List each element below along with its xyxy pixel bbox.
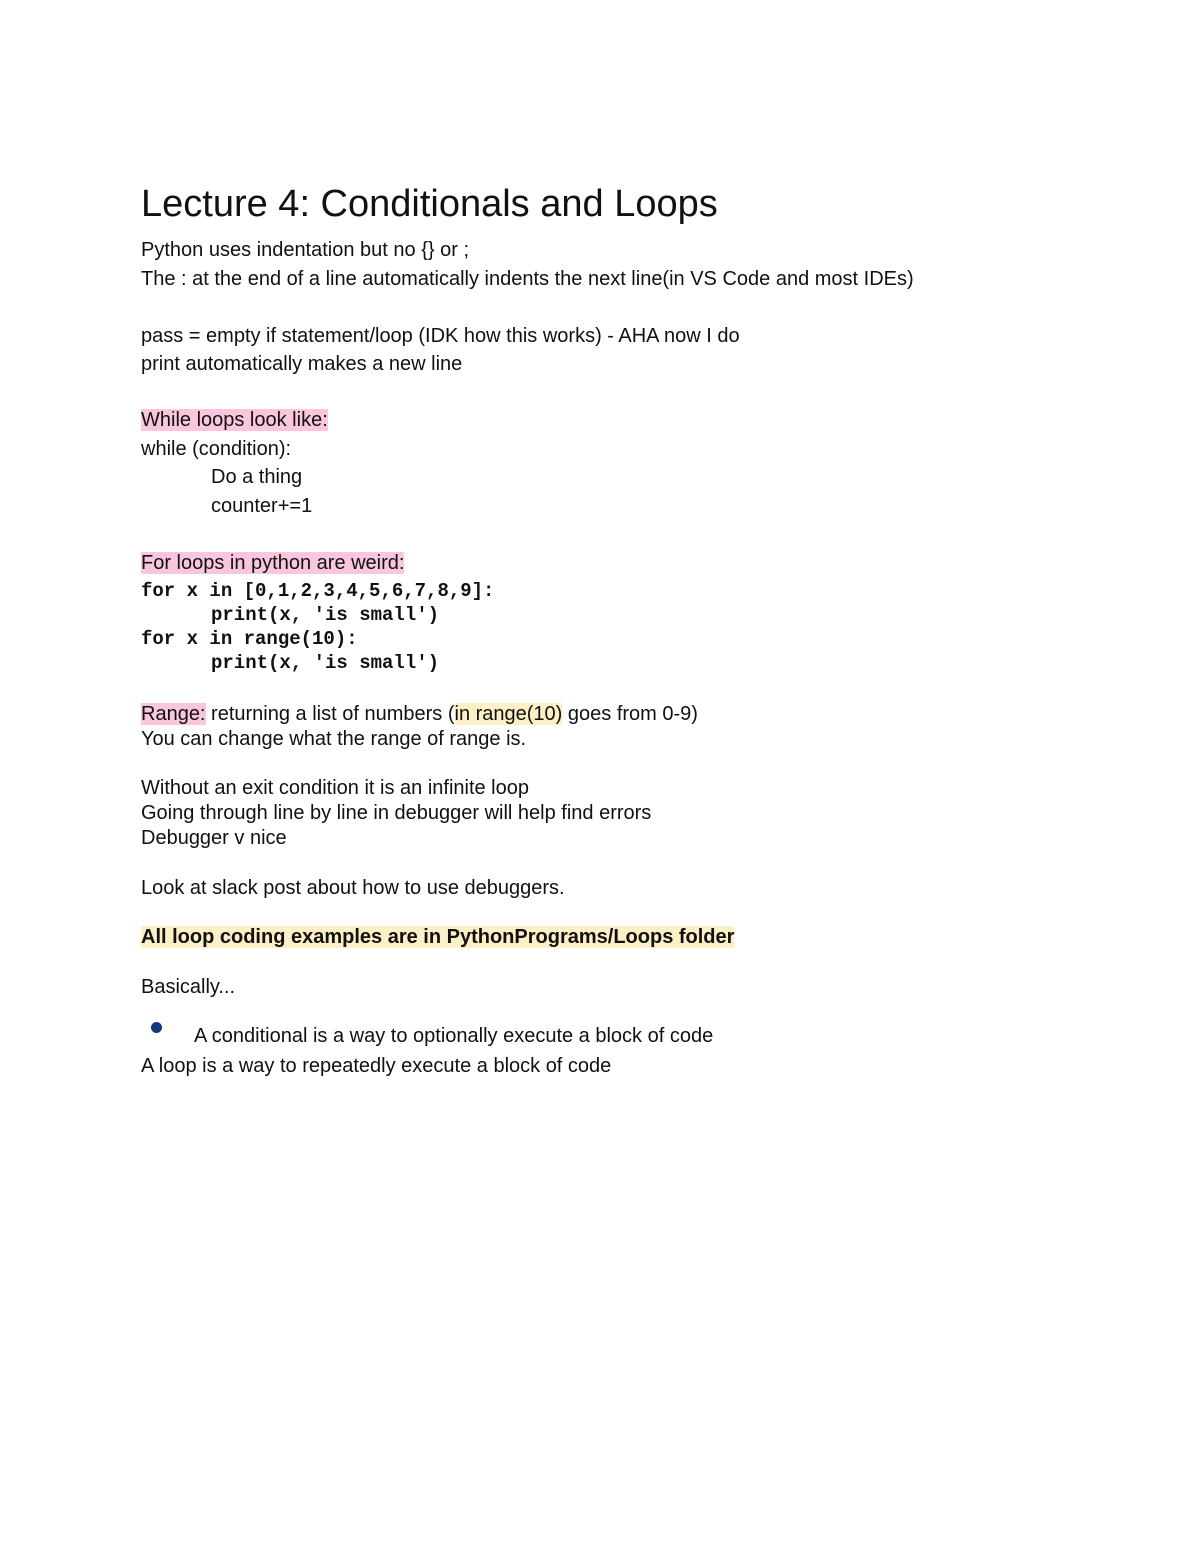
while-line-3: counter+=1 [211, 495, 313, 517]
intro-line-2: The : at the end of a line automatically indents the next line(in VS Code and most IDEs) [141, 268, 914, 290]
range-line-2: You can change what the range of range is. [141, 728, 527, 750]
debug-line-3: Debugger v nice [141, 827, 287, 849]
bullet-item: A conditional is a way to optionally execute a block of code [194, 1025, 714, 1047]
intro-line-1: Python uses indentation but no {} or ; [141, 239, 470, 261]
while-heading-text: While loops look like: [141, 409, 328, 431]
page-title: Lecture 4: Conditionals and Loops [141, 183, 718, 225]
range-text-a: returning a list of numbers ( [205, 703, 455, 725]
print-note: print automatically makes a new line [141, 353, 463, 375]
for-code-line-4: print(x, 'is small') [211, 652, 440, 674]
callout-text: All loop coding examples are in PythonPrograms/Loops folder [141, 926, 735, 948]
bullet-icon [151, 1022, 162, 1033]
debug-line-1: Without an exit condition it is an infinite loop [141, 777, 529, 799]
range-line [141, 701, 698, 727]
callout-line [141, 924, 734, 950]
while-heading [141, 407, 328, 433]
range-label: Range: [141, 703, 206, 725]
range-text-b: goes from 0-9) [562, 703, 698, 725]
while-line-1: while (condition): [141, 438, 292, 460]
for-code-line-3: for x in range(10): [141, 628, 358, 650]
while-line-2: Do a thing [211, 466, 303, 488]
debug-line-2: Going through line by line in debugger will help find errors [141, 802, 652, 824]
for-code-line-2: print(x, 'is small') [211, 604, 440, 626]
slack-note: Look at slack post about how to use debuggers. [141, 877, 565, 899]
pass-note: pass = empty if statement/loop (IDK how this works) - AHA now I do [141, 325, 740, 347]
for-heading-text: For loops in python are weird: [141, 552, 405, 574]
range-highlight: in range(10) [454, 703, 563, 725]
basically-line: Basically... [141, 976, 236, 998]
final-line: A loop is a way to repeatedly execute a block of code [141, 1055, 612, 1077]
for-code-line-1: for x in [0,1,2,3,4,5,6,7,8,9]: [141, 580, 495, 602]
for-heading [141, 550, 404, 576]
